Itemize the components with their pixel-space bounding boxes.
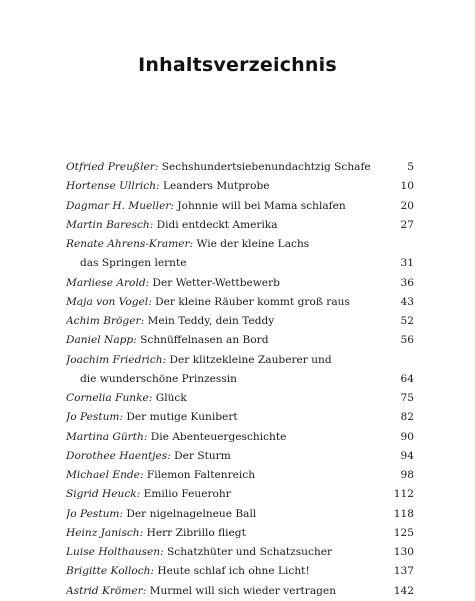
toc-entry-text xyxy=(66,293,378,312)
toc-entry-text xyxy=(66,428,378,447)
toc-entry-story-title: Die Abenteuergeschichte xyxy=(150,430,287,443)
toc-entry-story-title: Filemon Faltenreich xyxy=(146,469,256,481)
toc-entry-separator: : xyxy=(156,180,163,193)
toc-entry-author: Martina Gürth xyxy=(66,430,144,443)
toc-entry-page-number: 75 xyxy=(400,392,414,404)
toc-entry xyxy=(66,562,414,581)
toc-entry-separator: : xyxy=(162,353,170,366)
toc-entry xyxy=(66,485,414,504)
toc-entry-story-title: Johnnie will bei Mama schlafen xyxy=(177,199,346,212)
toc-entry-story-title: Emilio Feuerohr xyxy=(143,488,231,501)
toc-entry-author: Joachim Friedrich xyxy=(66,353,163,366)
toc-entry-author: Luise Holthausen xyxy=(66,546,161,558)
toc-entry-story-title: Der Wetter-Wettbewerb xyxy=(152,276,280,289)
toc-entry-text xyxy=(66,505,378,524)
toc-entry-text xyxy=(66,524,378,543)
toc-entry-text xyxy=(66,389,378,408)
toc-entry xyxy=(66,331,414,350)
toc-entry-separator: : xyxy=(140,315,148,327)
toc-entry-page-number: 5 xyxy=(407,161,414,173)
toc-entry-separator: : xyxy=(160,546,168,558)
toc-entry-page-number: 112 xyxy=(393,488,414,501)
toc-entry xyxy=(66,389,414,408)
toc-entry-page-number: 43 xyxy=(400,295,414,308)
toc-entry-text xyxy=(66,158,378,177)
toc-entry-author: Martin Baresch xyxy=(66,218,150,231)
toc-entry-page-number: 82 xyxy=(400,411,414,424)
toc-entry-story-title: Der mutige Kunibert xyxy=(126,411,238,424)
toc-entry-separator: : xyxy=(170,199,178,212)
toc-entry-text xyxy=(66,331,378,350)
toc-entry-text xyxy=(66,177,378,196)
toc-entry xyxy=(66,235,414,274)
table-of-contents xyxy=(66,158,414,601)
toc-entry-separator: : xyxy=(136,488,144,501)
toc-entry-separator: : xyxy=(150,565,158,578)
toc-entry-text xyxy=(66,197,378,216)
toc-entry-author: Renate Ahrens-Kramer xyxy=(66,238,190,250)
toc-entry-separator: : xyxy=(119,411,127,424)
toc-entry-separator: : xyxy=(119,507,127,520)
toc-entry-page-number: 98 xyxy=(400,469,414,481)
toc-entry-page-number: 94 xyxy=(400,449,414,462)
toc-entry-separator: : xyxy=(133,334,141,347)
toc-entry-author: Dorothee Haentjes xyxy=(66,449,168,462)
toc-entry-story-title: Der klitzekleine Zauberer und xyxy=(169,353,332,366)
toc-entry-story-title: Herr Zibrillo fliegt xyxy=(146,526,246,539)
toc-entry-text xyxy=(66,485,378,504)
toc-entry-story-title: Schatzhüter und Schatzsucher xyxy=(167,546,333,558)
toc-entry-author: Sigrid Heuck xyxy=(66,488,137,501)
toc-entry-separator: : xyxy=(142,584,150,597)
toc-entry-author: Daniel Napp xyxy=(66,334,134,347)
toc-entry xyxy=(66,505,414,524)
toc-entry-page-number: 142 xyxy=(393,584,414,597)
toc-entry xyxy=(66,177,414,196)
toc-entry-separator: : xyxy=(139,526,147,539)
toc-entry-author: Dagmar H. Mueller xyxy=(66,199,171,212)
toc-entry-separator: : xyxy=(148,392,156,404)
toc-entry-text xyxy=(66,562,378,581)
toc-entry-story-title: Murmel will sich wieder vertragen xyxy=(149,584,337,597)
toc-entry-separator: : xyxy=(139,469,147,481)
toc-entry xyxy=(66,543,414,562)
toc-entry-page-number: 130 xyxy=(393,546,414,558)
toc-entry-page-number: 56 xyxy=(400,334,414,347)
toc-entry xyxy=(66,197,414,216)
toc-entry-author: Michael Ende xyxy=(66,469,140,481)
toc-entry xyxy=(66,351,414,390)
toc-entry-text xyxy=(66,274,378,293)
toc-entry-separator: : xyxy=(167,449,175,462)
toc-entry-story-title: Leanders Mutprobe xyxy=(162,180,270,193)
toc-entry-page-number: 90 xyxy=(400,430,414,443)
toc-entry xyxy=(66,293,414,312)
toc-entry-page-number: 64 xyxy=(400,372,414,385)
toc-entry-story-title: Der kleine Räuber kommt groß raus xyxy=(155,295,350,308)
toc-entry-author: Marliese Arold xyxy=(66,276,146,289)
toc-entry-separator: : xyxy=(154,161,162,173)
toc-entry-text xyxy=(66,408,378,427)
toc-entry xyxy=(66,447,414,466)
toc-entry-story-title: Wie der kleine Lachs xyxy=(196,238,310,250)
toc-entry-page-number: 20 xyxy=(400,199,414,212)
toc-entry-text xyxy=(66,543,378,562)
toc-entry-story-title: Sechshundertsiebenundachtzig Schafe xyxy=(161,161,371,173)
toc-entry-page-number: 118 xyxy=(393,507,414,520)
toc-entry-story-title: Didi entdeckt Amerika xyxy=(156,218,278,231)
toc-entry-author: Otfried Preußler xyxy=(66,161,155,173)
toc-entry-text xyxy=(66,582,378,601)
toc-entry-story-title: Mein Teddy, dein Teddy xyxy=(147,315,275,327)
toc-entry xyxy=(66,158,414,177)
toc-entry-separator: : xyxy=(145,276,153,289)
toc-entry-story-title: Der Sturm xyxy=(174,449,231,462)
toc-entry-author: Maja von Vogel xyxy=(66,295,149,308)
toc-entry-story-title: Glück xyxy=(155,392,187,404)
toc-entry xyxy=(66,466,414,485)
toc-entry xyxy=(66,274,414,293)
toc-entry-story-title: Heute schlaf ich ohne Licht! xyxy=(157,565,310,578)
toc-entry-page-number: 10 xyxy=(400,180,414,193)
toc-entry-page-number: 52 xyxy=(400,315,414,327)
toc-entry xyxy=(66,216,414,235)
toc-entry-text xyxy=(66,447,378,466)
toc-entry-text xyxy=(66,312,378,331)
toc-entry-separator: : xyxy=(148,295,156,308)
toc-entry-author: Astrid Krömer xyxy=(66,584,143,597)
toc-entry-author: Achim Bröger xyxy=(66,315,141,327)
toc-entry-text xyxy=(66,235,378,274)
toc-entry-author: Brigitte Kolloch xyxy=(66,565,151,578)
toc-entry-author: Jo Pestum xyxy=(66,507,120,520)
toc-entry xyxy=(66,582,414,601)
toc-entry xyxy=(66,524,414,543)
toc-entry-page-number: 31 xyxy=(400,257,414,270)
toc-entry-author: Heinz Janisch xyxy=(66,526,140,539)
toc-entry-separator: : xyxy=(149,218,157,231)
toc-entry-story-title: Der nigelnagelneue Ball xyxy=(126,507,257,520)
toc-entry-text xyxy=(66,466,378,485)
toc-entry-text xyxy=(66,216,378,235)
toc-entry-story-title: Schnüffelnasen an Bord xyxy=(140,334,269,347)
toc-entry-page-number: 137 xyxy=(393,565,414,578)
toc-entry-separator: : xyxy=(189,238,197,250)
toc-entry-text xyxy=(66,351,378,390)
toc-entry-page-number: 125 xyxy=(393,526,414,539)
toc-entry xyxy=(66,312,414,331)
toc-entry xyxy=(66,408,414,427)
toc-entry-author: Cornelia Funke xyxy=(66,392,149,404)
toc-entry-page-number: 27 xyxy=(400,218,414,231)
toc-entry-story-title-continued: die wunderschöne Prinzessin xyxy=(80,372,238,385)
toc-entry-separator: : xyxy=(143,430,151,443)
toc-entry-page-number: 36 xyxy=(400,276,414,289)
page-title: Inhaltsverzeichnis xyxy=(138,54,337,76)
toc-entry-author: Hortense Ullrich xyxy=(66,180,157,193)
toc-entry-story-title-continued: das Springen lernte xyxy=(80,257,187,270)
toc-entry xyxy=(66,428,414,447)
toc-entry-author: Jo Pestum xyxy=(66,411,120,424)
